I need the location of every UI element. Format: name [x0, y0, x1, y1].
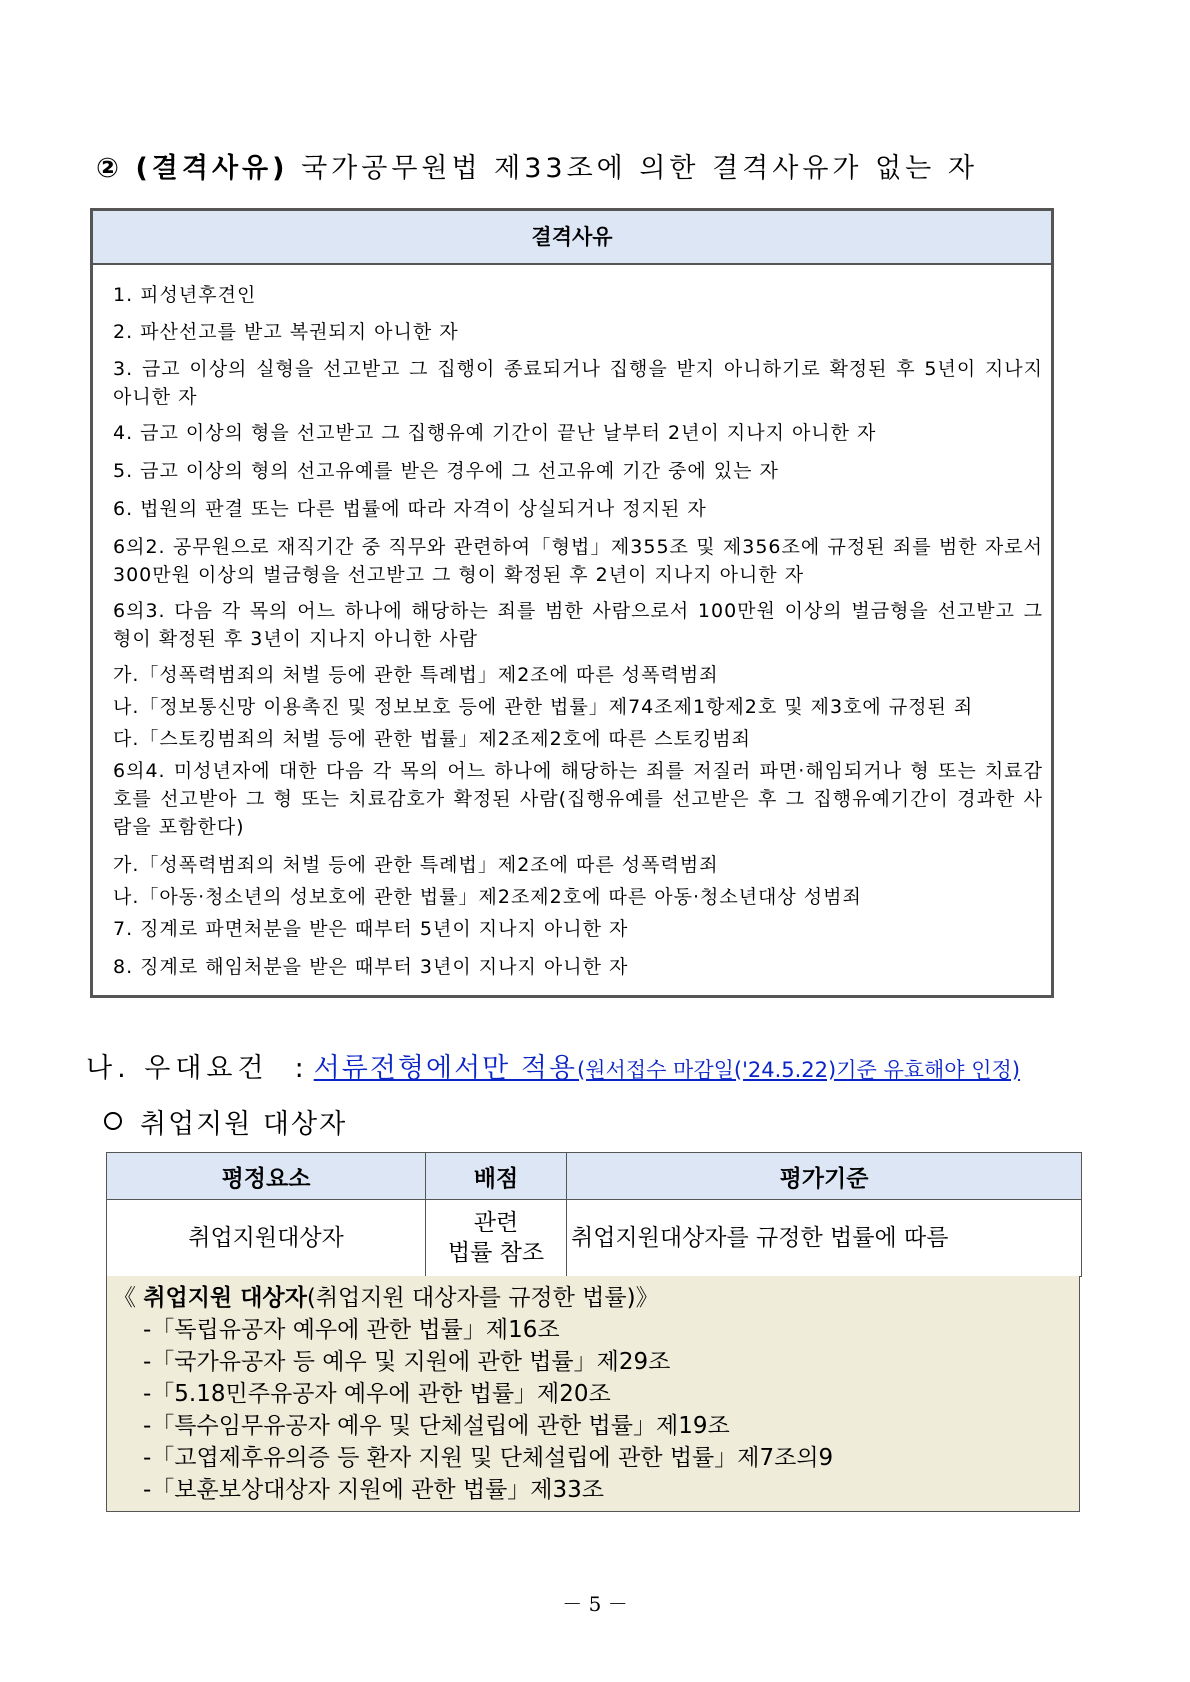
preference-note-detail: (원서접수 마감일('24.5.22)기준 유효해야 인정) — [577, 1058, 1021, 1082]
disqualification-item: 1. 피성년후견인 — [113, 284, 257, 306]
law-list-subtitle: (취업지원 대상자를 규정한 법률)》 — [306, 1285, 659, 1311]
column-header: 배점 — [426, 1153, 567, 1200]
preference-note — [314, 1053, 1020, 1084]
circle-bullet-icon — [104, 1112, 122, 1130]
disqualification-subitem: 나.「정보통신망 이용촉진 및 정보보호 등에 관한 법률」제74조제1항제2호 및 제3호에 규정된 죄 — [113, 696, 974, 718]
section-heading-disqualification — [96, 146, 978, 185]
disqualification-item: 6의3. 다음 각 목의 어느 하나에 해당하는 죄를 범한 사람으로서 100만원 이상의 벌금형을 선고받고 그 형이 확정된 후 3년이 지나지 아니한 사람 — [113, 600, 1043, 650]
law-item: -「5.18민주유공자 예우에 관한 법률」제20조 — [143, 1381, 611, 1407]
disqualification-subitem: 다.「스토킹범죄의 처벌 등에 관한 법률」제2조제2호에 따른 스토킹범죄 — [113, 728, 752, 750]
disqualification-box — [90, 208, 1054, 998]
law-list-title-bold: 취업지원 대상자 — [143, 1285, 307, 1311]
support-title: 취업지원 대상자 — [140, 1109, 348, 1140]
disqualification-item: 6의4. 미성년자에 대한 다음 각 목의 어느 하나에 해당하는 죄를 저질러 파면·해임되거나 형 또는 치료감호를 선고받아 그 형 또는 치료감호가 확정된 사람(집행유예를 선고받은 후 그 집행유예기간이 경과한 사람을 포함한다) — [113, 760, 1043, 838]
scoring-table — [106, 1152, 1082, 1277]
disqualification-subitem: 가.「성폭력범죄의 처벌 등에 관한 특례법」제2조에 따른 성폭력범죄 — [113, 854, 719, 876]
disqualification-item: 5. 금고 이상의 형의 선고유예를 받은 경우에 그 선고유예 기간 중에 있는 자 — [113, 460, 779, 482]
disqualification-subitem: 나.「아동·청소년의 성보호에 관한 법률」제2조제2호에 따른 아동·청소년대상 성범죄 — [113, 886, 862, 908]
page-number: － 5 － — [562, 1592, 628, 1616]
disqualification-item: 6의2. 공무원으로 재직기간 중 직무와 관련하여「형법」제355조 및 제356조에 규정된 죄를 범한 자로서 300만원 이상의 벌금형을 선고받고 그 형이 확정된 후 2년이 지나지 아니한 자 — [113, 536, 1043, 586]
disqualification-subitem: 가.「성폭력범죄의 처벌 등에 관한 특례법」제2조에 따른 성폭력범죄 — [113, 664, 719, 686]
support-subheading — [104, 1102, 347, 1141]
preference-separator: : — [294, 1053, 304, 1084]
law-list-box — [106, 1276, 1080, 1512]
disqualification-item: 2. 파산선고를 받고 복권되지 아니한 자 — [113, 321, 459, 343]
score-line: 법률 참조 — [447, 1240, 545, 1266]
section-label: (결격사유) — [135, 153, 289, 184]
law-item: -「독립유공자 예우에 관한 법률」제16조 — [143, 1317, 560, 1343]
preference-heading — [86, 1046, 1020, 1085]
law-list-open-bracket: 《 — [113, 1285, 136, 1311]
table-cell-element: 취업지원대상자 — [107, 1200, 426, 1277]
table-cell-criteria: 취업지원대상자를 규정한 법률에 따름 — [567, 1200, 1082, 1277]
preference-note-main: 서류전형에서만 적용 — [313, 1053, 578, 1084]
table-header-row — [107, 1153, 1082, 1200]
column-header: 평정요소 — [107, 1153, 426, 1200]
law-item: -「보훈보상대상자 지원에 관한 법률」제33조 — [143, 1477, 604, 1503]
table-row — [107, 1200, 1082, 1277]
section-number: ② — [96, 153, 123, 184]
disqualification-item: 6. 법원의 판결 또는 다른 법률에 따라 자격이 상실되거나 정지된 자 — [113, 498, 707, 520]
disqualification-item: 4. 금고 이상의 형을 선고받고 그 집행유예 기간이 끝난 날부터 2년이 지나지 아니한 자 — [113, 422, 877, 444]
section-text: 국가공무원법 제33조에 의한 결격사유가 없는 자 — [301, 153, 978, 184]
law-item: -「국가유공자 등 예우 및 지원에 관한 법률」제29조 — [143, 1349, 671, 1375]
disqualification-item: 8. 징계로 해임처분을 받은 때부터 3년이 지나지 아니한 자 — [113, 956, 629, 978]
disqualification-item: 3. 금고 이상의 실형을 선고받고 그 집행이 종료되거나 집행을 받지 아니하기로 확정된 후 5년이 지나지 아니한 자 — [113, 358, 1043, 408]
disqualification-item: 7. 징계로 파면처분을 받은 때부터 5년이 지나지 아니한 자 — [113, 918, 629, 940]
law-item: -「고엽제후유의증 등 환자 지원 및 단체설립에 관한 법률」제7조의9 — [143, 1445, 834, 1471]
score-line: 관련 — [473, 1210, 519, 1236]
preference-title: 나. 우대요건 — [86, 1053, 269, 1084]
table-cell-score — [426, 1200, 567, 1277]
column-header: 평가기준 — [567, 1153, 1082, 1200]
disqualification-header: 결격사유 — [93, 211, 1051, 265]
law-list-title — [113, 1282, 1079, 1314]
law-item: -「특수임무유공자 예우 및 단체설립에 관한 법률」제19조 — [143, 1413, 730, 1439]
